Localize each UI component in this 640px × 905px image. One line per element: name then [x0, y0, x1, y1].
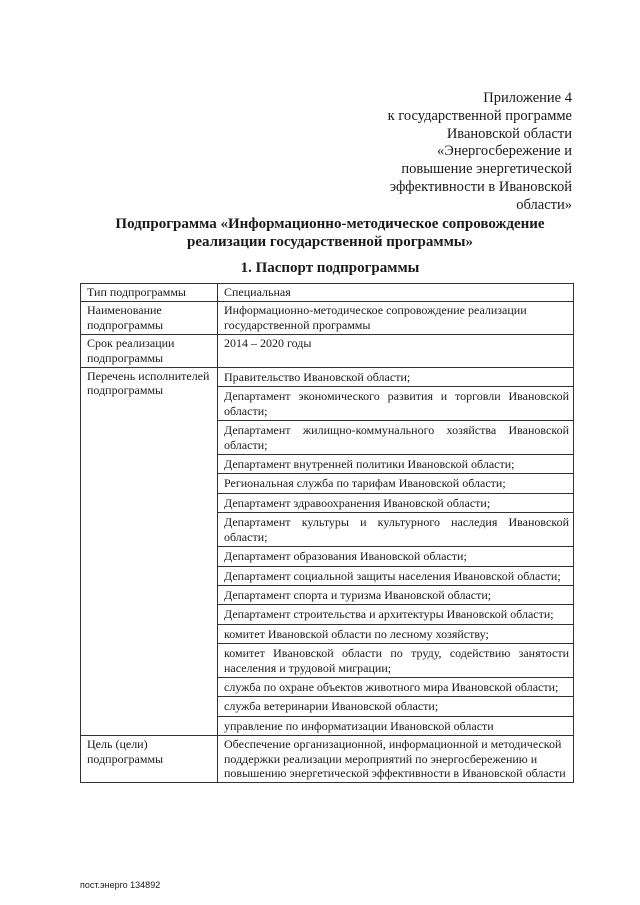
type-value: Специальная: [218, 284, 574, 302]
list-item: Департамент экономического развития и торговли Ивановской области;: [218, 387, 573, 421]
list-item: служба ветеринарии Ивановской области;: [218, 697, 573, 716]
table-row: [81, 302, 574, 335]
list-item: Департамент социальной защиты населения Ивановской области;: [218, 567, 573, 586]
section-title: 1. Паспорт подпрограммы: [240, 260, 420, 276]
list-item: Департамент строительства и архитектуры Ивановской области;: [218, 605, 573, 624]
list-item: Департамент здравоохранения Ивановской области;: [218, 494, 573, 513]
term-label: Срок реализации подпрограммы: [81, 335, 218, 368]
title-line-1: Подпрограмма «Информационно-методическое сопровождение: [115, 216, 545, 232]
list-item: комитет Ивановской области по труду, содействию занятости населения и трудовой миграции;: [218, 644, 573, 678]
table-row: [81, 736, 574, 783]
executors-label: Перечень исполнителей подпрограммы: [81, 368, 218, 736]
term-value: 2014 – 2020 годы: [218, 335, 574, 368]
executors-list: [218, 368, 574, 736]
name-value: Информационно-методическое сопровождение реализации государственной программы: [218, 302, 574, 335]
list-item: управление по информатизации Ивановской области: [224, 718, 494, 733]
footer-code: пост.энерго 134892: [80, 880, 161, 890]
name-label: Наименование подпрограммы: [81, 302, 218, 335]
appendix-header: [360, 90, 572, 215]
appendix-line: к государственной программе: [387, 107, 572, 124]
list-item: Департамент жилищно-коммунального хозяйства Ивановской области;: [218, 421, 573, 455]
list-item: Региональная служба по тарифам Ивановской области;: [218, 474, 573, 493]
list-item: комитет Ивановской области по лесному хозяйству;: [218, 625, 573, 644]
appendix-line: «Энергосбережение и: [437, 143, 572, 160]
appendix-line: повышение энергетической: [401, 161, 572, 178]
appendix-line: области»: [516, 196, 572, 213]
title-line-2: реализации государственной программы»: [186, 234, 474, 250]
appendix-line: Ивановской области: [446, 125, 572, 142]
goal-label: Цель (цели) подпрограммы: [81, 736, 218, 783]
list-item: служба по охране объектов животного мира Ивановской области;: [218, 678, 573, 697]
document-title: [60, 215, 600, 251]
appendix-line: эффективности в Ивановской: [389, 178, 572, 195]
appendix-line: Приложение 4: [483, 90, 572, 106]
goal-value: Обеспечение организационной, информационной и методической поддержки реализации мероприятий по энергосбережению и повышению энергетической эффективности в Ивановской области: [218, 736, 574, 783]
table-row: [81, 368, 574, 736]
list-item: Департамент культуры и культурного наследия Ивановской области;: [218, 513, 573, 547]
list-item: Правительство Ивановской области;: [218, 368, 573, 387]
type-label: Тип подпрограммы: [81, 284, 218, 302]
list-item: Департамент образования Ивановской области;: [218, 547, 573, 566]
list-item: Департамент внутренней политики Ивановской области;: [218, 455, 573, 474]
table-row: [81, 335, 574, 368]
table-row: [81, 284, 574, 302]
passport-table: [80, 283, 574, 783]
list-item: Департамент спорта и туризма Ивановской области;: [218, 586, 573, 605]
